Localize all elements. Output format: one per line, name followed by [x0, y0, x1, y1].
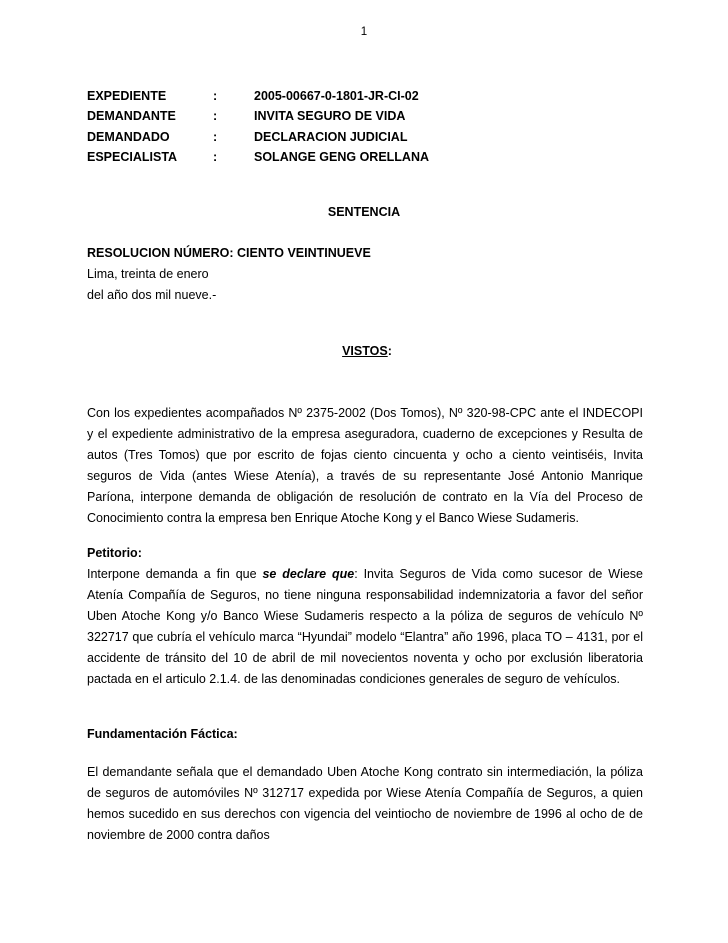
header-row-demandante: [87, 106, 429, 126]
header-label: ESPECIALISTA: [87, 149, 178, 164]
header-label: DEMANDANTE: [87, 109, 176, 124]
header-value: INVITA SEGURO DE VIDA: [254, 109, 406, 124]
fundamentacion-heading: Fundamentación Fáctica:: [87, 727, 238, 741]
header-value: 2005-00667-0-1801-JR-CI-02: [254, 89, 419, 103]
header-separator: :: [213, 89, 218, 103]
header-value: DECLARACION JUDICIAL: [254, 129, 408, 144]
document-title: SENTENCIA: [327, 205, 401, 219]
petitorio-heading: Petitorio:: [87, 546, 142, 560]
vistos-colon: :: [387, 344, 392, 358]
header-row-expediente: [87, 86, 429, 106]
resolution-heading: RESOLUCION NÚMERO: CIENTO VEINTINUEVE: [87, 246, 371, 260]
petitorio-emphasis: se declare que: [262, 567, 355, 581]
header-row-especialista: [87, 147, 429, 167]
resolution-date-line-2: del año dos mil nueve.-: [87, 288, 217, 302]
resolution-date-line-1: Lima, treinta de enero: [87, 267, 209, 281]
petitorio-text-rest: : Invita Seguros de Vida como sucesor de Wiese Atenía Compañía de Seguros, no tiene ninguna responsabilidad indemnizatoria a favor del señor Uben Atoche Kong y/o Banco Wiese Sudameris respecto a la póliza de seguros de vehículo Nº 322717 que cubría el vehículo marca “Hyundai” modelo “Elantra” año 1996, placa TO – 4131, por el accidente de tránsito del 10 de abril de mil novecientos noventa y ocho por exclusión liberatoria pactada en el articulo 2.1.4. de las denominadas condiciones generales de seguro de vehículos.: [87, 567, 643, 686]
header-label: DEMANDADO: [87, 129, 170, 144]
petitorio-text-start: Interpone demanda a fin que: [87, 567, 263, 581]
page-number: 1: [360, 26, 368, 38]
petitorio-paragraph: [87, 564, 643, 690]
vistos-paragraph: Con los expedientes acompañados Nº 2375-2002 (Dos Tomos), Nº 320-98-CPC ante el INDECOPI y el expediente administrativo de la empresa aseguradora, cuaderno de excepciones y Resulta de autos (Tres Tomos) que por escrito de fojas ciento cincuenta y ocho a ciento veintiséis, Invita seguros de Vida (antes Wiese Atenía), a través de su representante José Antonio Manrique Paríona, interpone demanda de obligación de resolución de contrato en la Vía del Proceso de Conocimiento contra la empresa ben Enrique Atoche Kong y el Banco Wiese Sudameris.: [87, 406, 643, 525]
case-header-table: [87, 86, 429, 167]
header-separator: :: [213, 109, 218, 124]
vistos-heading: [0, 344, 728, 358]
header-label: EXPEDIENTE: [87, 89, 167, 103]
header-separator: :: [213, 149, 218, 164]
fundamentacion-paragraph: El demandante señala que el demandado Uben Atoche Kong contrato sin intermediación, la póliza de seguros de automóviles Nº 312717 expedida por Wiese Atenía Compañía de Seguros, a quien hemos sucedido en sus derechos con vigencia del veintiocho de noviembre de 1996 al ocho de de noviembre de 2000 contra daños: [87, 765, 643, 842]
header-separator: :: [213, 129, 218, 144]
header-row-demandado: [87, 127, 429, 147]
resolution-block: [87, 243, 643, 306]
header-value: SOLANGE GENG ORELLANA: [254, 149, 430, 164]
vistos-word: VISTOS: [342, 344, 388, 358]
